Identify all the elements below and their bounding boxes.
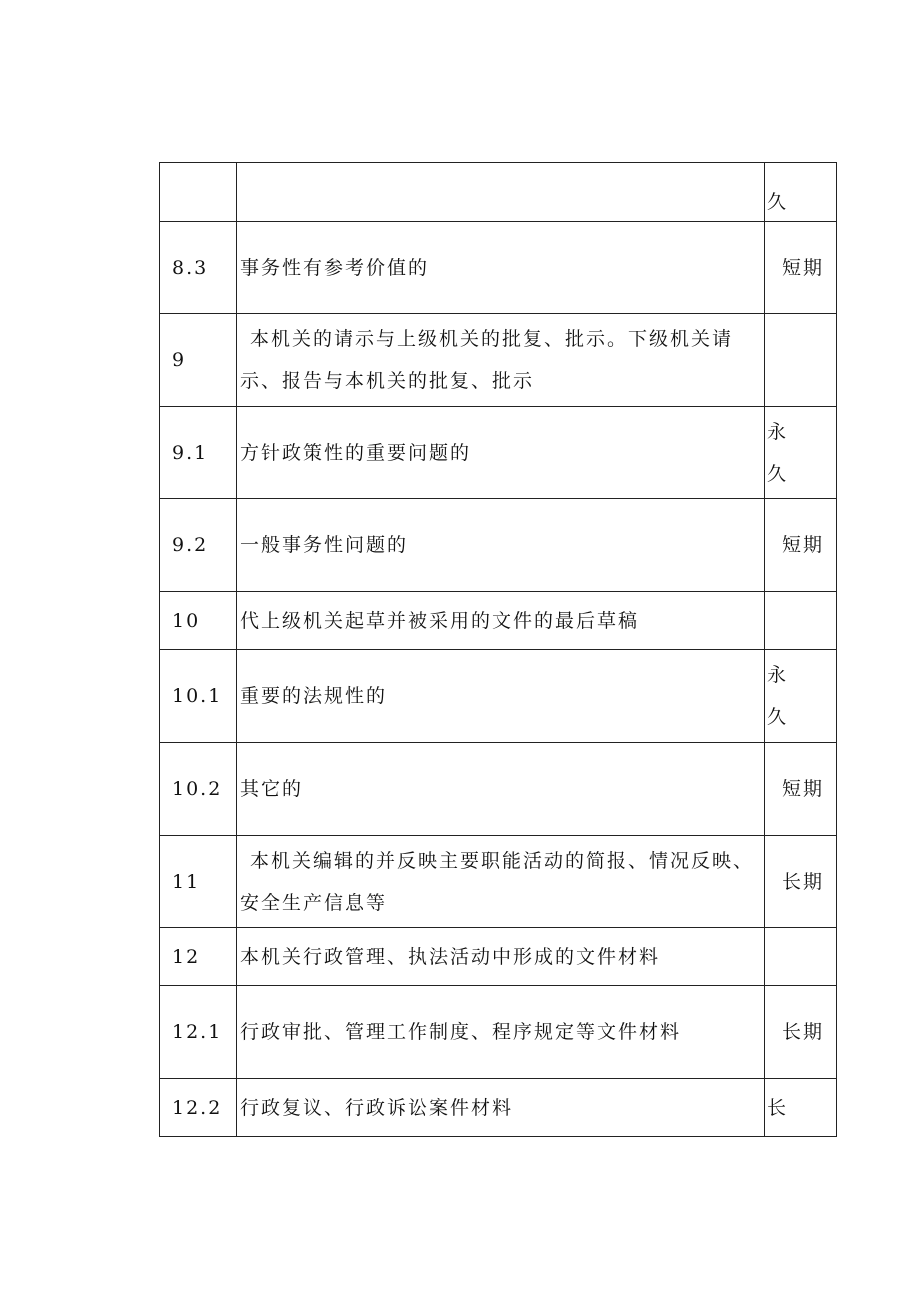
retention-term: 短期	[765, 499, 837, 592]
table-row	[160, 407, 837, 499]
row-number: 12.1	[160, 986, 237, 1079]
retention-term: 短期	[765, 222, 837, 314]
row-description: 其它的	[237, 743, 765, 836]
row-number	[160, 163, 237, 222]
row-number: 8.3	[160, 222, 237, 314]
retention-term-line: 久	[767, 462, 789, 485]
retention-term-line: 永	[767, 420, 789, 443]
retention-term-line: 永	[767, 664, 789, 686]
retention-term	[765, 592, 837, 650]
table-row	[160, 222, 837, 314]
row-description: 行政复议、行政诉讼案件材料	[237, 1079, 765, 1137]
row-description: 重要的法规性的	[237, 650, 765, 743]
retention-term	[765, 407, 837, 499]
retention-term: 长期	[765, 836, 837, 928]
table-row	[160, 650, 837, 743]
row-number: 12.2	[160, 1079, 237, 1137]
row-number: 9.2	[160, 499, 237, 592]
table-row	[160, 592, 837, 650]
row-description: 事务性有参考价值的	[237, 222, 765, 314]
row-number: 9	[160, 314, 237, 407]
row-number: 9.1	[160, 407, 237, 499]
row-description	[237, 163, 765, 222]
table-row	[160, 314, 837, 407]
row-description: 本机关编辑的并反映主要职能活动的简报、情况反映、安全生产信息等	[237, 836, 765, 928]
table-row	[160, 1079, 837, 1137]
row-number: 10.1	[160, 650, 237, 743]
retention-term-line: 久	[767, 706, 789, 728]
row-number: 12	[160, 928, 237, 986]
table-row	[160, 499, 837, 592]
row-number: 10.2	[160, 743, 237, 836]
table-row	[160, 928, 837, 986]
row-number: 10	[160, 592, 237, 650]
table-row	[160, 743, 837, 836]
retention-term	[765, 928, 837, 986]
table-row	[160, 986, 837, 1079]
retention-term	[765, 650, 837, 743]
retention-term: 长	[765, 1079, 837, 1137]
row-number: 11	[160, 836, 237, 928]
retention-term: 久	[765, 163, 837, 222]
row-description: 一般事务性问题的	[237, 499, 765, 592]
retention-term: 短期	[765, 743, 837, 836]
row-description: 方针政策性的重要问题的	[237, 407, 765, 499]
retention-term: 长期	[765, 986, 837, 1079]
row-description: 代上级机关起草并被采用的文件的最后草稿	[237, 592, 765, 650]
row-description: 行政审批、管理工作制度、程序规定等文件材料	[237, 986, 765, 1079]
table-row	[160, 163, 837, 222]
row-description: 本机关的请示与上级机关的批复、批示。下级机关请示、报告与本机关的批复、批示	[237, 314, 765, 407]
table-row	[160, 836, 837, 928]
retention-term	[765, 314, 837, 407]
retention-schedule-table	[159, 162, 837, 1137]
row-description: 本机关行政管理、执法活动中形成的文件材料	[237, 928, 765, 986]
